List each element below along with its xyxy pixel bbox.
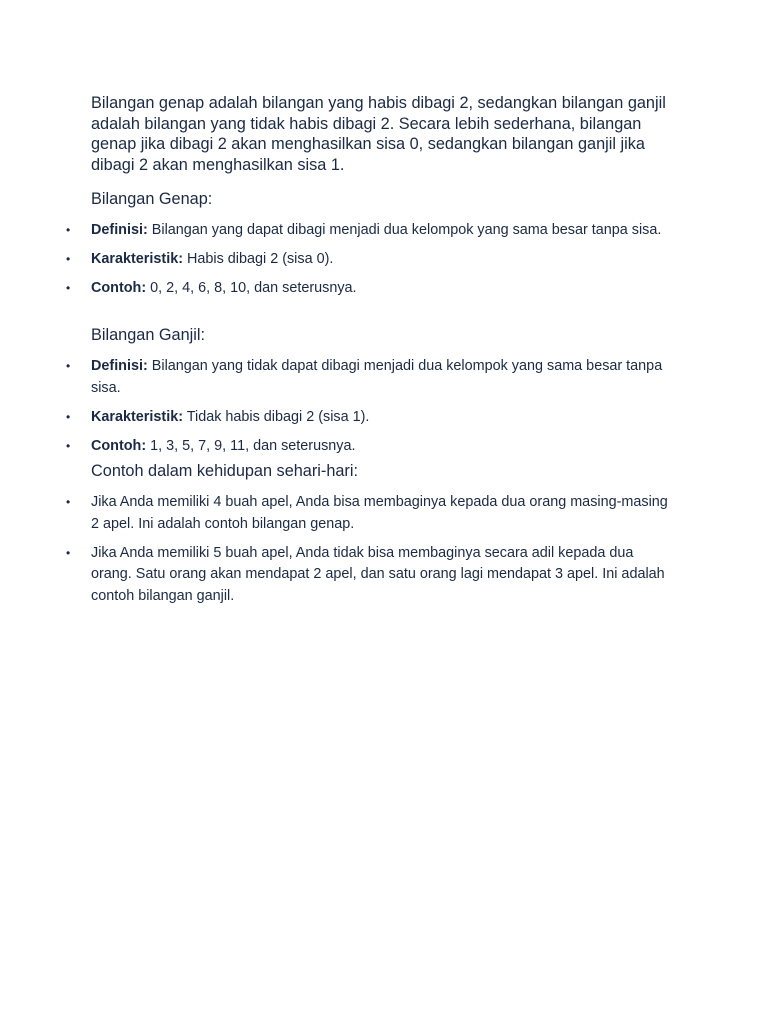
bullet-icon: • [66, 409, 71, 424]
bullet-icon: • [66, 252, 71, 266]
item-text: 0, 2, 4, 6, 8, 10, dan seterusnya. [150, 280, 357, 296]
bullet-icon: • [66, 223, 71, 237]
term-label: Contoh: [91, 437, 147, 454]
list-contoh-kehidupan [0, 492, 768, 615]
bullet-icon: • [66, 281, 71, 295]
list-bilangan-genap [0, 220, 768, 307]
term-label: Karakteristik: [91, 251, 183, 267]
bullet-icon: • [66, 545, 71, 560]
term-label: Definisi: [91, 358, 148, 374]
bullet-icon: • [66, 495, 71, 509]
list-item-ganjil-contoh [0, 436, 671, 458]
item-text: Bilangan yang tidak dapat dibagi menjadi dua kelompok yang sama besar tanpa sisa. [91, 358, 663, 396]
heading-bilangan-ganjil: Bilangan Ganjil: [91, 326, 206, 344]
bullet-icon: • [66, 359, 71, 373]
intro-paragraph: Bilangan genap adalah bilangan yang habis dibagi 2, sedangkan bilangan ganjil adalah bilangan yang tidak habis dibagi 2. Secara lebih sederhana, bilangan genap jika dibagi 2 akan menghasilkan sisa 0, sedangkan bilangan ganjil jika dibagi 2 akan menghasilkan sisa 1. [91, 94, 666, 174]
bullet-icon: • [66, 438, 71, 453]
item-text: Jika Anda memiliki 4 buah apel, Anda bisa membaginya kepada dua orang masing-masing 2 apel. Ini adalah contoh bilangan genap. [91, 494, 668, 532]
list-item-genap-contoh [0, 278, 671, 300]
list-item-contoh-ganjil [0, 543, 671, 608]
item-text: Bilangan yang dapat dibagi menjadi dua kelompok yang sama besar tanpa sisa. [151, 222, 662, 238]
term-label: Karakteristik: [91, 408, 183, 425]
item-text: Jika Anda memiliki 5 buah apel, Anda tidak bisa membaginya secara adil kepada dua orang. Satu orang akan mendapat 2 apel, dan satu orang lagi mendapat 3 apel. Ini adalah contoh bilangan ganjil. [91, 544, 665, 604]
list-item-ganjil-karakteristik [0, 407, 671, 429]
list-item-ganjil-definisi [0, 356, 671, 399]
item-text: Tidak habis dibagi 2 (sisa 1). [186, 408, 370, 425]
list-item-contoh-genap [0, 492, 671, 535]
item-text: Habis dibagi 2 (sisa 0). [187, 251, 334, 267]
heading-bilangan-genap: Bilangan Genap: [91, 190, 213, 208]
list-item-genap-definisi [0, 220, 671, 242]
heading-contoh-kehidupan: Contoh dalam kehidupan sehari-hari: [91, 462, 358, 480]
list-bilangan-ganjil [0, 356, 768, 465]
term-label: Definisi: [91, 222, 148, 238]
item-text: 1, 3, 5, 7, 9, 11, dan seterusnya. [150, 437, 356, 454]
term-label: Contoh: [91, 280, 147, 296]
list-item-genap-karakteristik [0, 249, 671, 271]
